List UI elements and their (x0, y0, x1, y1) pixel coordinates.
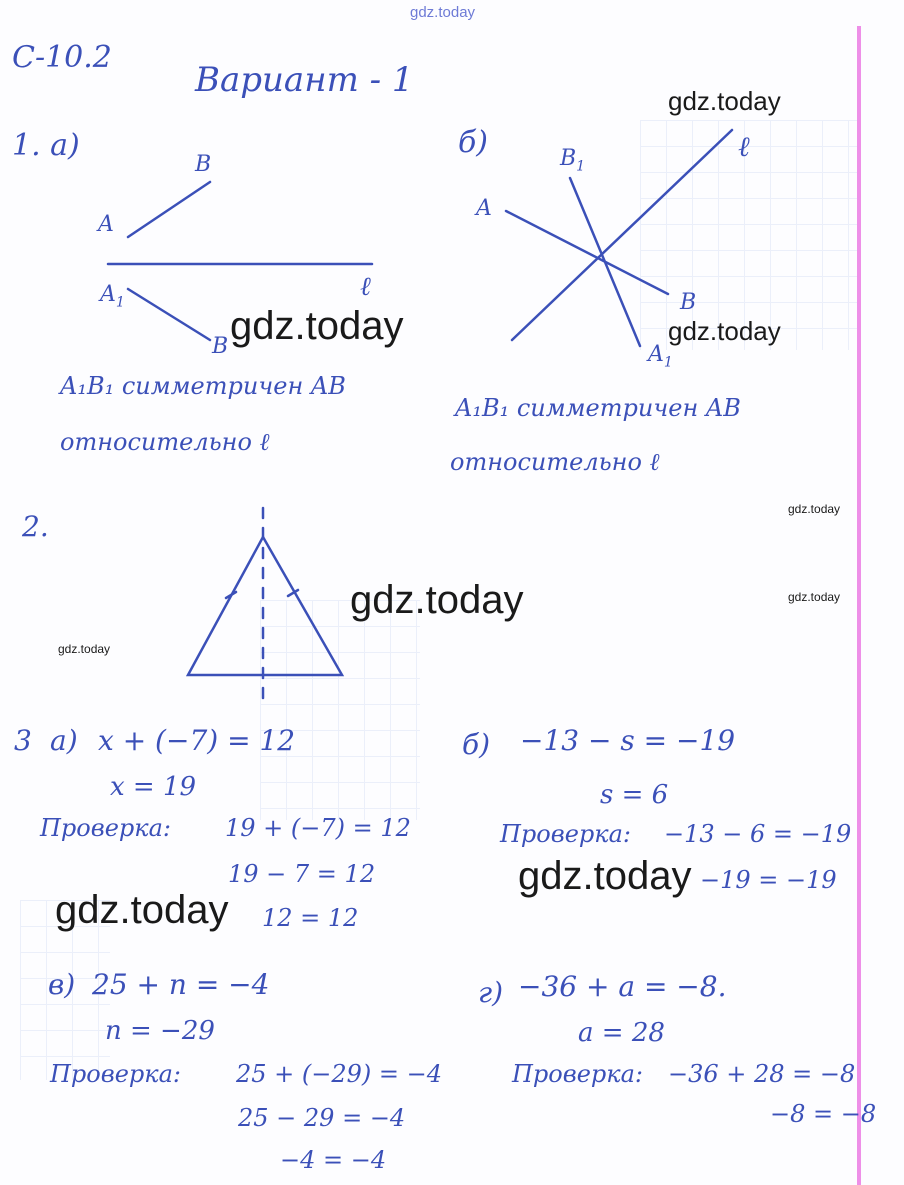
segment-ab (506, 211, 668, 294)
task1a-note-line1: A₁B₁ симметричен AB (60, 372, 346, 400)
task3b-solution: s = 6 (600, 780, 669, 810)
task1b-label: б) (458, 125, 489, 160)
segment-ab (128, 182, 210, 237)
task3g-check-1: −36 + 28 = −8 (668, 1060, 856, 1088)
watermark: gdz.today (55, 888, 229, 932)
task3v-check-label: Проверка: (50, 1060, 182, 1088)
task3g-check-label: Проверка: (512, 1060, 644, 1088)
watermark: gdz.today (668, 316, 781, 346)
task3a-check-2: 19 − 7 = 12 (228, 860, 376, 888)
task3b-equation: −13 − s = −19 (520, 724, 736, 757)
watermark: gdz.today (350, 578, 524, 622)
task3g-label: г) (478, 976, 504, 1009)
axis-label-l: ℓ (360, 272, 371, 302)
isosceles-triangle (188, 537, 342, 675)
watermark: gdz.today (58, 642, 111, 656)
task1a-label: 1. а) (12, 128, 80, 163)
task3b-check-1: −13 − 6 = −19 (664, 820, 852, 848)
task3b-check-label: Проверка: (500, 820, 632, 848)
axis-label-l: ℓ (738, 130, 750, 163)
task3g-equation: −36 + a = −8. (518, 970, 727, 1003)
task3a-check-label: Проверка: (40, 814, 172, 842)
task1a-note-line2: относительно ℓ (60, 428, 270, 456)
watermark: gdz.today (518, 854, 692, 898)
axis-line-l (512, 130, 732, 340)
task3v-equation: 25 + n = −4 (92, 968, 270, 1001)
variant-title: Вариант - 1 (195, 60, 414, 100)
point-label-b1: B (212, 334, 229, 359)
top-watermark: gdz.today (410, 4, 476, 21)
task3g-solution: a = 28 (578, 1018, 665, 1048)
point-label-a1: $A_1$ (648, 342, 673, 371)
task3v-check-3: −4 = −4 (280, 1146, 387, 1174)
task-code: С-10.2 (12, 40, 112, 75)
task3a-check-3: 12 = 12 (262, 904, 359, 932)
watermark: gdz.today (788, 590, 841, 604)
watermark: gdz.today (668, 86, 781, 116)
watermark: gdz.today (788, 502, 841, 516)
point-label-b1: $B_1$ (560, 146, 586, 175)
task3a-label: а) (50, 724, 78, 757)
point-label-a: A (98, 212, 114, 237)
point-label-b: B (680, 290, 697, 315)
watermark: gdz.today (230, 304, 404, 348)
task3-label: 3 (14, 724, 32, 757)
task3a-solution: x = 19 (110, 772, 197, 802)
task2-label: 2. (22, 510, 49, 543)
task3a-check-1: 19 + (−7) = 12 (225, 814, 411, 842)
task1b-note-line2: относительно ℓ (450, 448, 660, 476)
task1b-note-line1: A₁B₁ симметричен AB (455, 394, 741, 422)
segment-a1b1 (570, 178, 640, 346)
point-label-b: B (195, 152, 212, 177)
task3v-check-2: 25 − 29 = −4 (238, 1104, 406, 1132)
task3v-label: в) (48, 968, 76, 1001)
segment-a1b1 (128, 289, 210, 340)
task3v-check-1: 25 + (−29) = −4 (236, 1060, 443, 1088)
point-label-a: A (476, 196, 492, 221)
task3a-equation: x + (−7) = 12 (98, 724, 296, 757)
task3b-check-2: −19 = −19 (700, 866, 837, 894)
task3v-solution: n = −29 (105, 1016, 215, 1046)
point-label-a1: $A_1$ (100, 282, 125, 311)
task3g-check-2: −8 = −8 (770, 1100, 877, 1128)
task3b-label: б) (462, 728, 491, 761)
